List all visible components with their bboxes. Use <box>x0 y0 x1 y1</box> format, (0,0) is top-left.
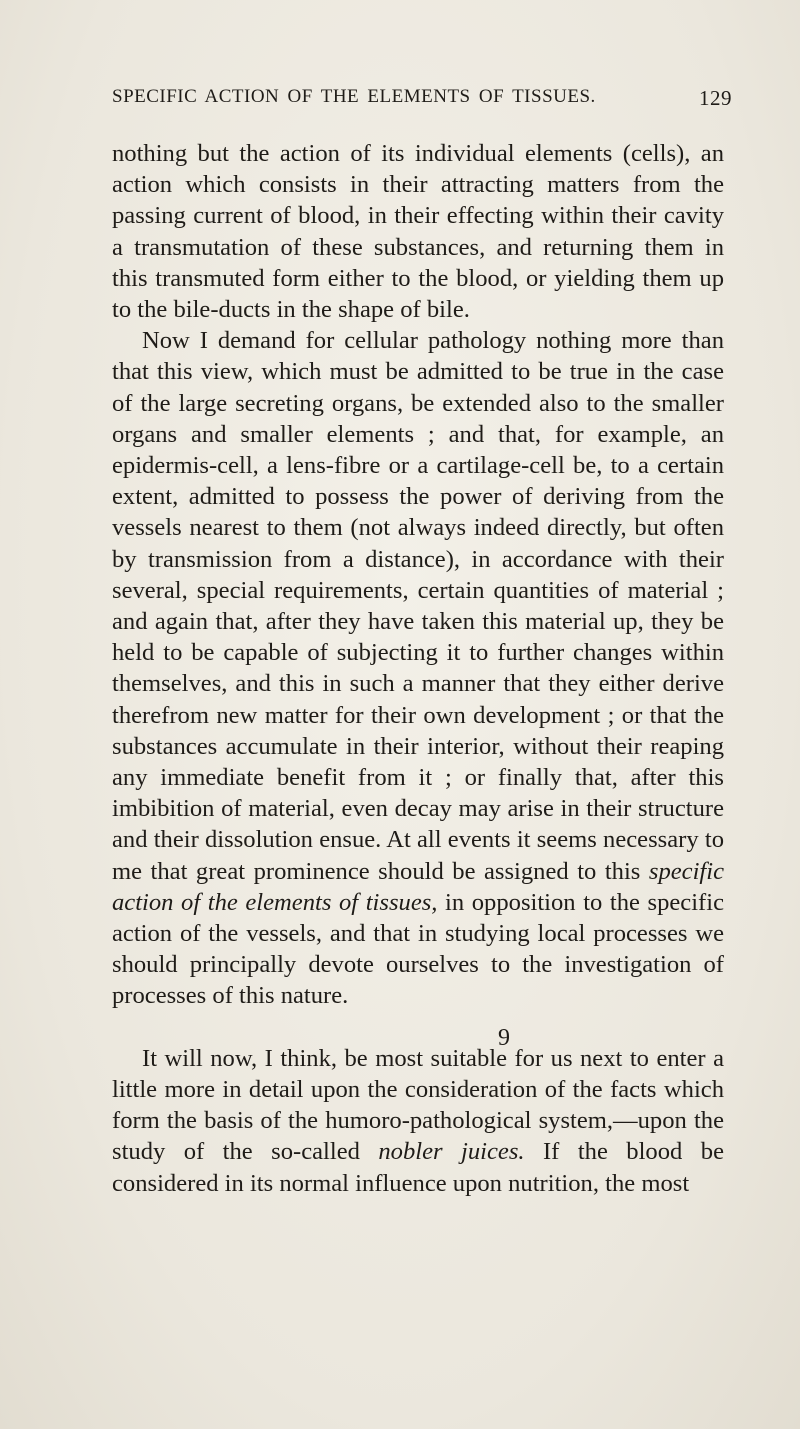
paragraph-3-italic: nobler juices. <box>378 1138 525 1166</box>
paragraph-2-italic: specific action of the elements of tissues, <box>112 857 724 916</box>
paragraph-2-text-after: in opposition to the specific action of the vessels, and that in studying local processes we should principally devote ourselves to the investigation of processes of this nature. <box>112 888 724 1010</box>
running-header <box>112 86 732 111</box>
paragraph-3 <box>112 1043 724 1199</box>
signature-mark: 9 <box>498 1025 510 1051</box>
running-title: SPECIFIC ACTION OF THE ELEMENTS OF TISSUES. <box>112 86 596 107</box>
page-number: 129 <box>699 86 732 110</box>
paragraph-1 <box>112 138 724 325</box>
paragraph-3-text-after: If the blood be considered in its normal influence upon nutrition, the most <box>112 1138 724 1197</box>
paragraph-2 <box>112 325 724 1011</box>
body-text <box>112 138 724 1199</box>
paragraph-3-text: It will now, I think, be most suitable for us next to enter a little more in detail upon the consideration of the facts which form the basis of the humoro-pathological system,—upon the study of the so-called <box>112 1044 724 1166</box>
paragraph-2-text: Now I demand for cellular pathology nothing more than that this view, which must be admitted to be true in the case of the large secreting organs, be extended also to the smaller organs and smaller elements ; and that, for example, an epidermis-cell, a lens-fibre or a cartilage-cell be, to a certain extent, admitted to possess the power of deriving from the vessels nearest to them (not always indeed directly, but often by transmission from a distance), in accordance with their several, special requirements, certain quantities of material ; and again that, after they have taken this material up, they be held to be capable of subjecting it to further changes within themselves, and this in such a manner that they either derive therefrom new matter for their own development ; or that the substances accumulate in their interior, without their reaping any immediate benefit from it ; or finally that, after this imbibition of material, even decay may arise in their structure and their dissolution ensue. At all events it seems necessary to me that great prominence should be assigned to this <box>112 327 724 885</box>
paragraph-1-text: nothing but the action of its individual elements (cells), an action which consists in their attracting matters from the passing current of blood, in their effecting within their cavity a transmutation of these substances, and returning them in this transmuted form either to the blood, or yielding them up to the bile-ducts in the shape of bile. <box>112 140 724 324</box>
